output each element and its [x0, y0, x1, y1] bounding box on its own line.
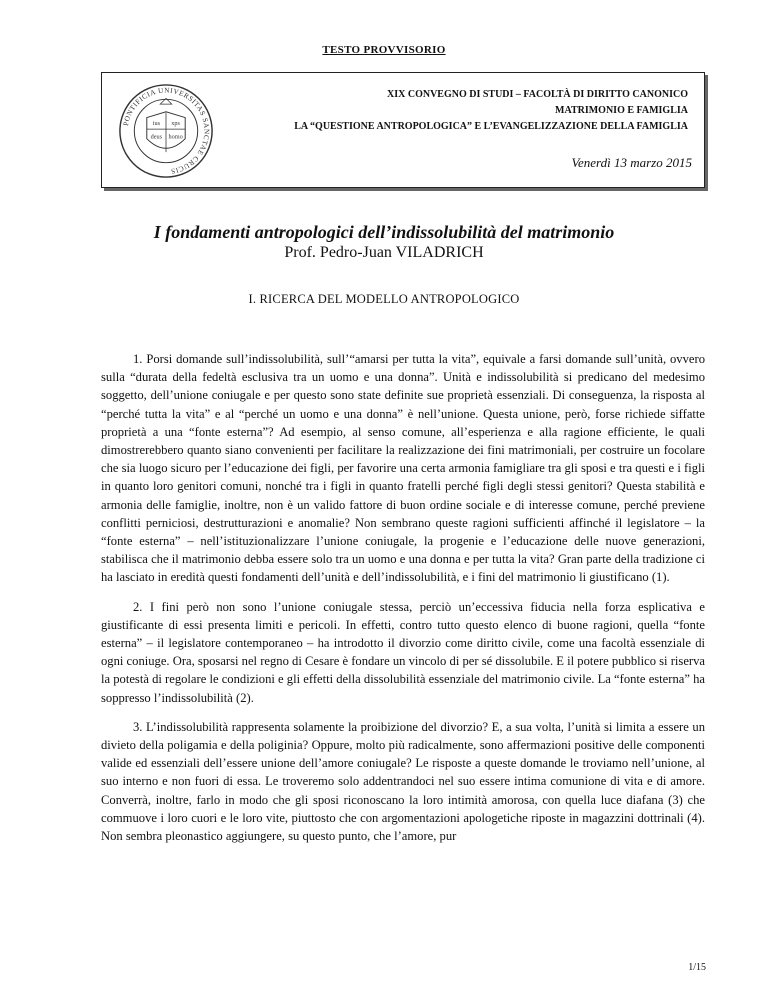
- conference-header: [101, 72, 705, 188]
- draft-label: TESTO PROVVISORIO: [322, 44, 446, 56]
- university-seal-icon: [118, 83, 214, 179]
- author-name: Prof. Pedro-Juan VILADRICH: [284, 244, 484, 261]
- conference-date: Venerdì 13 marzo 2015: [571, 155, 692, 170]
- conference-line-3: LA “QUESTIONE ANTROPOLOGICA” E L’EVANGELIZZAZIONE DELLA FAMIGLIA: [294, 121, 688, 132]
- seal-text: PONTIFICIA UNIVERSITAS SANCTAE CRUCIS: [121, 86, 211, 176]
- section-heading: I. RICERCA DEL MODELLO ANTROPOLOGICO: [248, 292, 520, 306]
- body-text: [101, 350, 705, 856]
- seal-word-3: deus: [150, 133, 163, 141]
- conference-line-1: XIX CONVEGNO DI STUDI – FACOLTÀ DI DIRITTO CANONICO: [387, 89, 688, 100]
- document-title: I fondamenti antropologici dell’indissolubilità del matrimonio: [153, 222, 615, 242]
- seal-word-2: xps: [171, 120, 180, 128]
- seal-word-1: ius: [152, 120, 161, 128]
- paragraph-3: 3. L’indissolubilità rappresenta solamente la proibizione del divorzio? E, a sua volta, l’unità si limita a essere un divieto della poligamia e della poliginia? Oppure, molto più radicalmente, sono affermazioni positive delle componenti valide ed essenziali dell’essere unione dell’amore coniugale? Le risposte a queste domande le troviamo nell’unione, al suo interno e non fuori di essa. Le troveremo solo addentrandoci nel suo essere intima comunione di vita e di amore. Converrà, inoltre, farlo in modo che gli sposi riconoscano la loro intimità amorosa, con quella luce diafana (3) che commuove i loro cuori e le loro vite, piuttosto che con argomentazioni apologetiche riposte in magazzini dottrinali (4). Non sembra pleonastico aggiungere, su questo punto, che l’amore, pur: [101, 719, 705, 844]
- paragraph-1: 1. Porsi domande sull’indissolubilità, sull’“amarsi per tutta la vita”, equivale a farsi domande sull’unità, ovvero sulla “durata della fedeltà esclusiva tra un uomo e una donna”. Unità e indissolubilità si predicano del medesimo soggetto, dell’unione coniugale e per questo sono state definite sue proprietà essenziali. Di conseguenza, la risposta al “perché tutta la vita” e al “perché un uomo e una donna” è nell’unione. Questa unione, però, forse richiede siffatte proprietà a una “fonte esterna”? Ad esempio, al senso comune, all’esperienza e alla ragione efficiente, le quali dimostrerebbero quanto siano convenienti per facilitare la realizzazione dei fini matrimoniali, per costruire un focolare che sia luogo sicuro per l’educazione dei figli, per favorire una certa armonia famigliare tra gli sposi e tra questi e i figli in quanto loro genitori comuni, nonché tra i figli in quanto fratelli perché figli degli stessi genitori? Questa stabilità e armonia delle famiglie, inoltre, non è un valido fattore di buon ordine sociale e di interesse comune, perché previene conflitti perniciosi, destrutturazioni e anomalie? Non sembrano queste ragioni sufficienti affinché il legislatore – la “fonte esterna” – nell’istituzionalizzare l’unione coniugale, la progenie e l’educazione delle nuove generazioni, stabilisca che il matrimonio debba essere solo tra un uomo e una donna e per tutta la vita? Gran parte della tradizione ci ha lasciato in eredità questi fondamenti dell’unità e dell’indissolubilità, e i fini del matrimonio li giustificano (1).: [101, 352, 705, 585]
- seal-word-4: homo: [168, 133, 183, 141]
- conference-line-2: MATRIMONIO E FAMIGLIA: [555, 105, 688, 116]
- conference-info: [294, 87, 688, 135]
- paragraph-2: 2. I fini però non sono l’unione coniugale stessa, perciò un’eccessiva fiducia nella forza esplicativa e giustificante di essi presenta limiti e pericoli. In effetti, contro tutto questo elenco di buone ragioni, quella “fonte esterna” – il legislatore contemporaneo – ha introdotto il divorzio come diritto civile, come una facoltà essenziale di ogni coniuge. Ora, sposarsi nel regno di Cesare è fondare un vincolo di per sé dissolubile. E il potere pubblico si riserva la potestà di regolare le condizioni e gli effetti della dissolubilità essenziale del matrimonio civile. La “fonte esterna” ha soppresso l’indissolubilità (2).: [101, 599, 705, 705]
- page-number: 1/15: [688, 962, 706, 973]
